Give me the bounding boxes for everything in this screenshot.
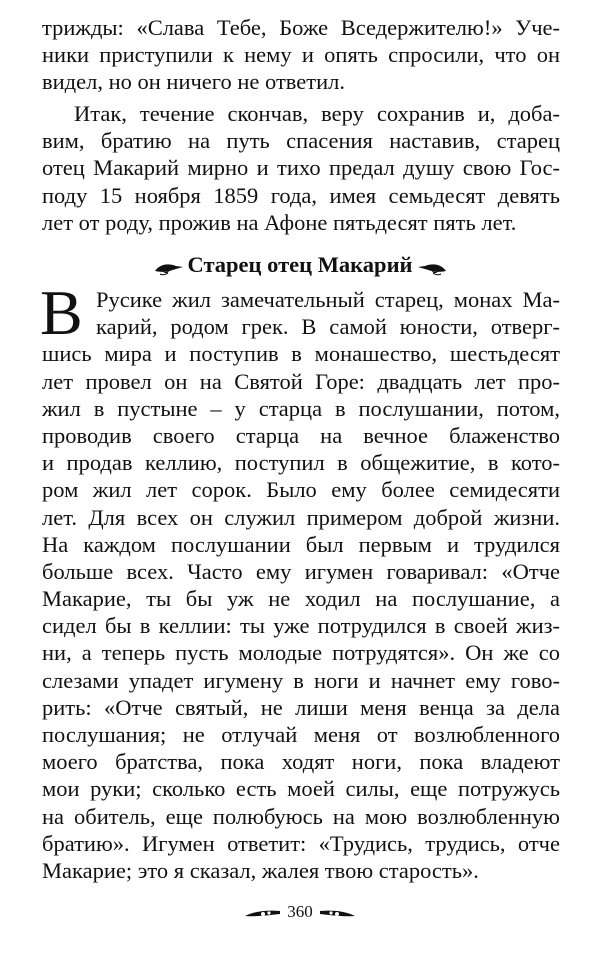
text-line: вим, братию на путь спасения наставив, старец xyxy=(42,128,560,154)
text-line: видел, но он ничего не ответил. xyxy=(42,69,345,95)
text-line: сидел бы в келлии: ты уже потрудился в своей жиз- xyxy=(42,613,560,639)
text-line: Макарие, ты бы уж не ходил на послушание, а xyxy=(42,586,560,612)
text-line: поду 15 ноября 1859 года, имея семьдесят девять xyxy=(42,182,560,208)
text-line: шись мира и поступив в монашество, шестьдесят xyxy=(42,341,560,367)
text-line: и продав келлию, поступил в общежитие, в кото- xyxy=(42,450,560,476)
footer-ornament-right-icon xyxy=(319,907,355,919)
ornament-right-icon xyxy=(417,258,447,276)
footer-ornament-left-icon xyxy=(245,907,281,919)
text-line: мои руки; сколько есть моей силы, еще потружусь xyxy=(42,776,560,802)
section-heading xyxy=(0,250,600,280)
text-line: трижды: «Слава Тебе, Боже Вседержителю!» Уче- xyxy=(42,15,560,40)
page-number: 360 xyxy=(287,902,313,921)
text-line: Макарие; это я сказал, жалея твою старость». xyxy=(42,857,479,883)
paragraph-continuation xyxy=(42,14,560,96)
text-line: ни, а теперь пусть молодые потрудятся». Он же со xyxy=(42,640,560,666)
paragraph-makariy-story xyxy=(42,286,560,884)
text-line: жил в пустыне – у старца в послушании, потом, xyxy=(42,395,560,421)
text-line: на обитель, еще полюбуюсь на мою возлюбленную xyxy=(42,803,560,829)
text-line: Русике жил замечательный старец, монах Ма- xyxy=(96,287,560,312)
text-line: ники приступили к нему и опять спросили, что он xyxy=(42,42,560,68)
ornament-left-icon xyxy=(154,258,184,276)
text-line: рить: «Отче святый, не лиши меня венца за дела xyxy=(42,694,560,720)
drop-cap: В xyxy=(40,286,83,340)
text-line: больше всех. Часто ему игумен говаривал: «Отче xyxy=(42,558,560,584)
text-line: отец Макарий мирно и тихо предал душу свою Гос- xyxy=(42,155,560,181)
text-line: лет от роду, прожив на Афоне пятьдесят пять лет. xyxy=(42,209,517,235)
section-title: Старец отец Макарий xyxy=(187,252,413,277)
text-line: На каждом послушании был первым и трудился xyxy=(42,531,560,557)
paragraph-death-of-makariy xyxy=(42,100,560,236)
text-line: ром жил лет сорок. Было ему более семидесяти xyxy=(42,477,560,503)
text-line: лет провел он на Святой Горе: двадцать лет про- xyxy=(42,368,560,394)
text-line: лет. Для всех он служил примером доброй жизни. xyxy=(42,504,560,530)
text-line: моего братства, пока ходят ноги, пока владеют xyxy=(42,749,560,775)
text-line: Итак, течение скончав, веру сохранив и, доба- xyxy=(74,101,560,126)
text-line: слезами упадет игумену в ноги и начнет ему гово- xyxy=(42,667,560,693)
text-line: карий, родом грек. В самой юности, отверг- xyxy=(96,314,560,340)
text-line: братию». Игумен ответит: «Трудись, трудись, отче xyxy=(42,830,560,856)
text-line: проводив своего старца на вечное блаженство xyxy=(42,422,560,448)
page-footer xyxy=(0,900,600,924)
text-line: послушания; не отлучай меня от возлюбленного xyxy=(42,722,560,747)
